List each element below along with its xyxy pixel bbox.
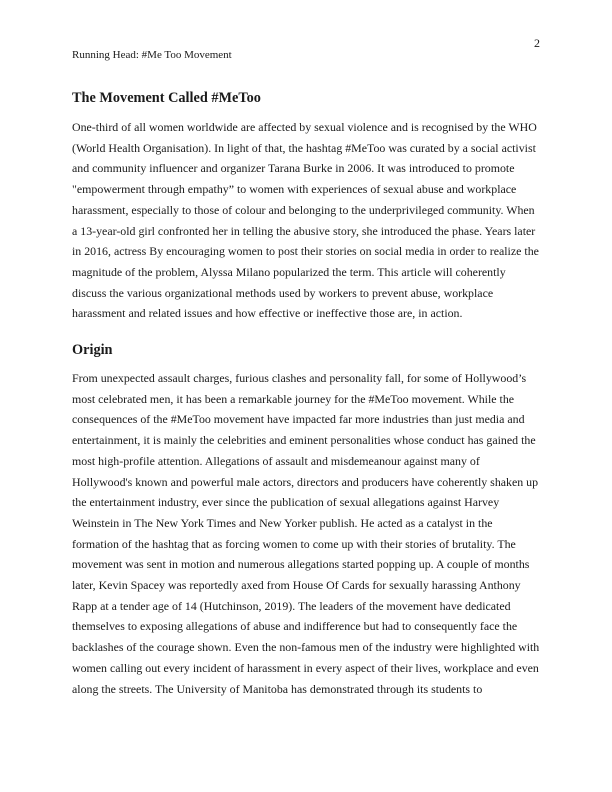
section-paragraph-movement: One-third of all women worldwide are affected by sexual violence and is recognised by the WHO (World Health Organisation). In light of that, the hashtag #MeToo was curated by a social activist and community influencer and organizer Tarana Burke in 2006. It was introduced to promote "empowerment through empathy” to women with experiences of sexual abuse and workplace harassment, especially to those of colour and belonging to the underprivileged community. When a 13-year-old girl confronted her in telling the abusive story, she introduced the phase. Years later in 2016, actress By encouraging women to post their stories on social media in order to realize the magnitude of the problem, Alyssa Milano popularized the term. This article will coherently discuss the various organizational methods used by workers to prevent abuse, workplace harassment and related issues and how effective or ineffective those are, in action. bbox=[72, 120, 539, 321]
running-head: Running Head: #Me Too Movement bbox=[72, 49, 232, 61]
page-number: 2 bbox=[534, 36, 540, 50]
section-heading-origin: Origin bbox=[72, 342, 113, 359]
document-body bbox=[72, 90, 542, 699]
section-paragraph-origin: From unexpected assault charges, furious clashes and personality fall, for some of Hollywood’s most celebrated men, it has been a remarkable journey for the #MeToo movement. While the consequences of the #MeToo movement have impacted far more industries than just media and entertainment, it is mainly the celebrities and eminent personalities whose conduct has gained the most high-profile attention. Allegations of assault and misdemeanour against many of Hollywood's known and powerful male actors, directors and producers have coherently shaken up the entertainment industry, ever since the publication of sexual allegations against Harvey Weinstein in The New York Times and New Yorker publish. He acted as a catalyst in the formation of the hashtag that as forcing women to come up with their stories of brutality. The movement was sent in motion and numerous allegations started popping up. A couple of months later, Kevin Spacey was reportedly axed from House Of Cards for sexually harassing Anthony Rapp at a tender age of 14 (Hutchinson, 2019). The leaders of the movement have dedicated themselves to exposing allegations of abuse and indifference but had to consequently face the backlashes of the courage shown. Even the non-famous men of the industry were highlighted with women calling out every incident of harassment in every aspect of their lives, workplace and even along the streets. The University of Manitoba has demonstrated through its students to bbox=[72, 371, 540, 696]
section-heading-movement: The Movement Called #MeToo bbox=[72, 90, 261, 106]
